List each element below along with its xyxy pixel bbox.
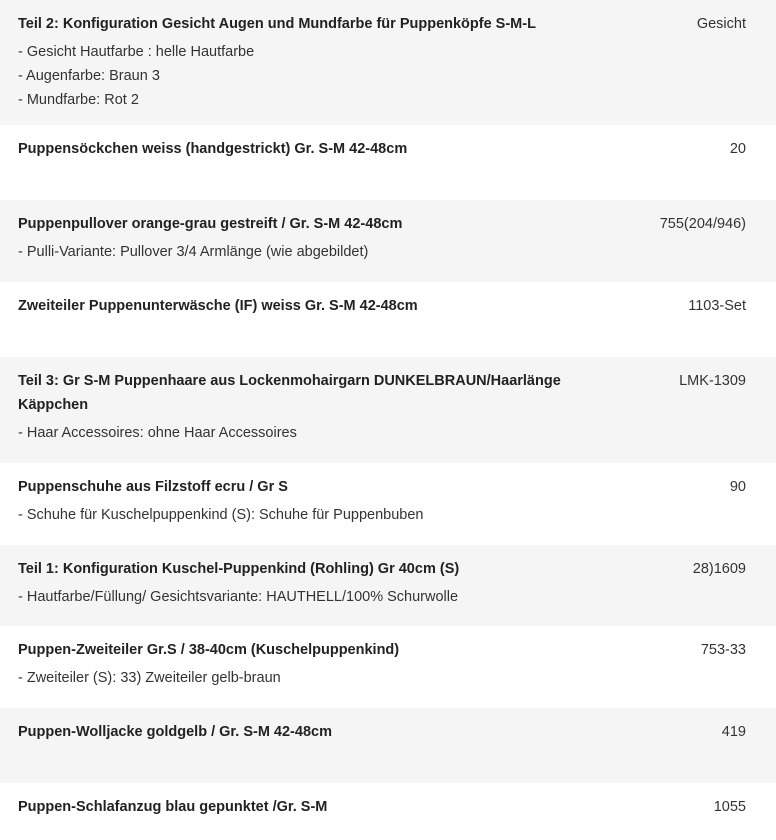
item-title: Zweiteiler Puppenunterwäsche (IF) weiss Gr. S-M 42-48cm: [18, 298, 418, 314]
list-item: [0, 626, 776, 708]
item-title: Puppensöckchen weiss (handgestrickt) Gr. S-M 42-48cm: [18, 141, 408, 157]
item-options: [18, 666, 578, 690]
item-sku: 753-33: [700, 642, 746, 658]
item-details: [18, 212, 578, 264]
item-option: - Zweiteiler (S): 33) Zweiteiler gelb-braun: [18, 670, 281, 686]
item-title: Teil 2: Konfiguration Gesicht Augen und Mundfarbe für Puppenköpfe S-M-L: [18, 16, 536, 32]
list-item: [0, 282, 776, 357]
item-options: [18, 40, 578, 112]
item-option: - Gesicht Hautfarbe : helle Hautfarbe: [18, 44, 255, 60]
item-option: - Schuhe für Kuschelpuppenkind (S): Schuhe für Puppenbuben: [18, 507, 424, 523]
item-title: Puppenpullover orange-grau gestreift / Gr. S-M 42-48cm: [18, 216, 403, 232]
item-details: [18, 475, 578, 527]
item-details: [18, 12, 578, 112]
list-item: [0, 783, 776, 840]
item-sku: LMK-1309: [679, 373, 746, 389]
item-sku: 90: [729, 479, 746, 495]
item-sku: Gesicht: [696, 16, 746, 32]
item-sku: 1055: [713, 799, 746, 815]
item-option: - Haar Accessoires: ohne Haar Accessoires: [18, 425, 297, 441]
item-options: [18, 503, 578, 527]
list-item: [0, 125, 776, 200]
list-item: [0, 463, 776, 545]
item-details: [18, 638, 578, 690]
item-title: Puppenschuhe aus Filzstoff ecru / Gr S: [18, 479, 288, 495]
item-title: Teil 1: Konfiguration Kuschel-Puppenkind (Rohling) Gr 40cm (S): [18, 561, 460, 577]
list-item: [0, 357, 776, 463]
item-options: [18, 421, 578, 445]
item-sku: 419: [721, 724, 746, 740]
item-details: [18, 294, 578, 318]
item-title: Puppen-Zweiteiler Gr.S / 38-40cm (Kuschelpuppenkind): [18, 642, 400, 658]
item-title: Teil 3: Gr S-M Puppenhaare aus Lockenmohairgarn DUNKELBRAUN/Haarlänge Käppchen: [18, 373, 561, 413]
item-option: - Pulli-Variante: Pullover 3/4 Armlänge (wie abgebildet): [18, 244, 369, 260]
item-details: [18, 557, 578, 609]
list-item: [0, 708, 776, 783]
item-title: Puppen-Schlafanzug blau gepunktet /Gr. S-M: [18, 799, 328, 815]
list-item: [0, 0, 776, 125]
item-sku: 755(204/946): [659, 216, 746, 232]
item-details: [18, 137, 578, 161]
item-sku: 20: [729, 141, 746, 157]
item-options: [18, 240, 578, 264]
item-details: [18, 795, 578, 819]
item-option: - Augenfarbe: Braun 3: [18, 68, 160, 84]
item-option: - Mundfarbe: Rot 2: [18, 92, 139, 108]
item-option: - Hautfarbe/Füllung/ Gesichtsvariante: HAUTHELL/100% Schurwolle: [18, 589, 459, 605]
list-item: [0, 545, 776, 626]
item-sku: 28)1609: [692, 561, 746, 577]
item-details: [18, 369, 578, 445]
item-details: [18, 720, 578, 744]
item-options: [18, 585, 578, 609]
item-title: Puppen-Wolljacke goldgelb / Gr. S-M 42-48cm: [18, 724, 332, 740]
list-item: [0, 200, 776, 282]
item-sku: 1103-Set: [688, 298, 746, 314]
